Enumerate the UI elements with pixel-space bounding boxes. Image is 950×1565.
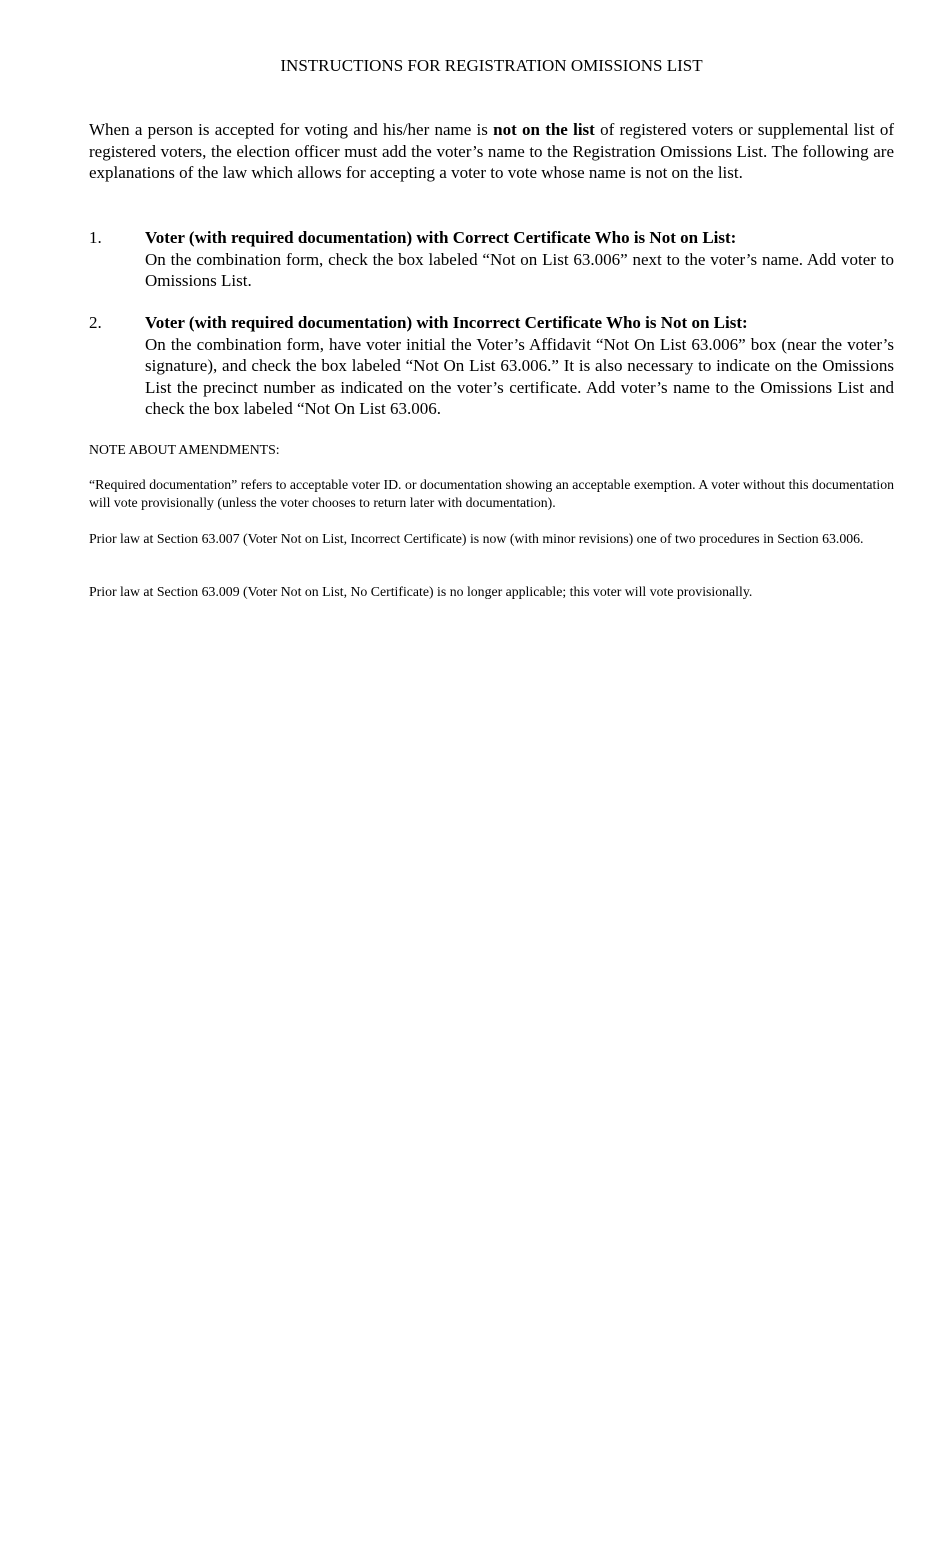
list-item-2 bbox=[89, 312, 894, 420]
list-item-number: 1. bbox=[89, 228, 102, 247]
list-item-content bbox=[145, 227, 894, 292]
note-paragraph-3: Prior law at Section 63.009 (Voter Not on List, No Certificate) is no longer applicable; this voter will vote provisionally. bbox=[89, 584, 753, 599]
list-item-text: On the combination form, check the box labeled “Not on List 63.006” next to the voter’s name. Add voter to Omissions List. bbox=[145, 249, 894, 290]
intro-text-start: When a person is accepted for voting and his/her name is bbox=[89, 120, 494, 139]
intro-emphasis: not on the list bbox=[493, 120, 595, 139]
note-paragraph-2: Prior law at Section 63.007 (Voter Not on List, Incorrect Certificate) is now (with minor revisions) one of two procedures in Section 63.006. bbox=[89, 531, 864, 546]
intro-paragraph bbox=[89, 119, 894, 184]
list-item-text: On the combination form, have voter initial the Voter’s Affidavit “Not On List 63.006” box (near the voter’s signature), and check the box labeled “Not On List 63.006.” It is also necessary to indicate on the Omissions List the precinct number as indicated on the voter’s certificate. Add voter’s name to the Omissions List and check the box labeled “Not On List 63.006. bbox=[145, 334, 894, 418]
list-item-heading: Voter (with required documentation) with Incorrect Certificate Who is Not on List: bbox=[145, 313, 748, 332]
note-paragraph-1: “Required documentation” refers to acceptable voter ID. or documentation showing an acceptable exemption. A voter without this documentation will vote provisionally (unless the voter chooses to return later with documentation). bbox=[89, 477, 894, 510]
intro-text-end: of registered voters or supplemental list of registered voters, the election officer must add the voter’s name to the Registration Omissions List. The following are explanations of the law which allows for accepting a voter to vote whose name is not on the list. bbox=[89, 120, 894, 182]
list-item-number: 2. bbox=[89, 313, 102, 332]
document-title: INSTRUCTIONS FOR REGISTRATION OMISSIONS LIST bbox=[280, 56, 703, 75]
list-item-heading: Voter (with required documentation) with Correct Certificate Who is Not on List: bbox=[145, 228, 737, 247]
list-item-content bbox=[145, 312, 894, 420]
notes-heading: NOTE ABOUT AMENDMENTS: bbox=[89, 442, 280, 457]
list-item-1 bbox=[89, 227, 894, 292]
